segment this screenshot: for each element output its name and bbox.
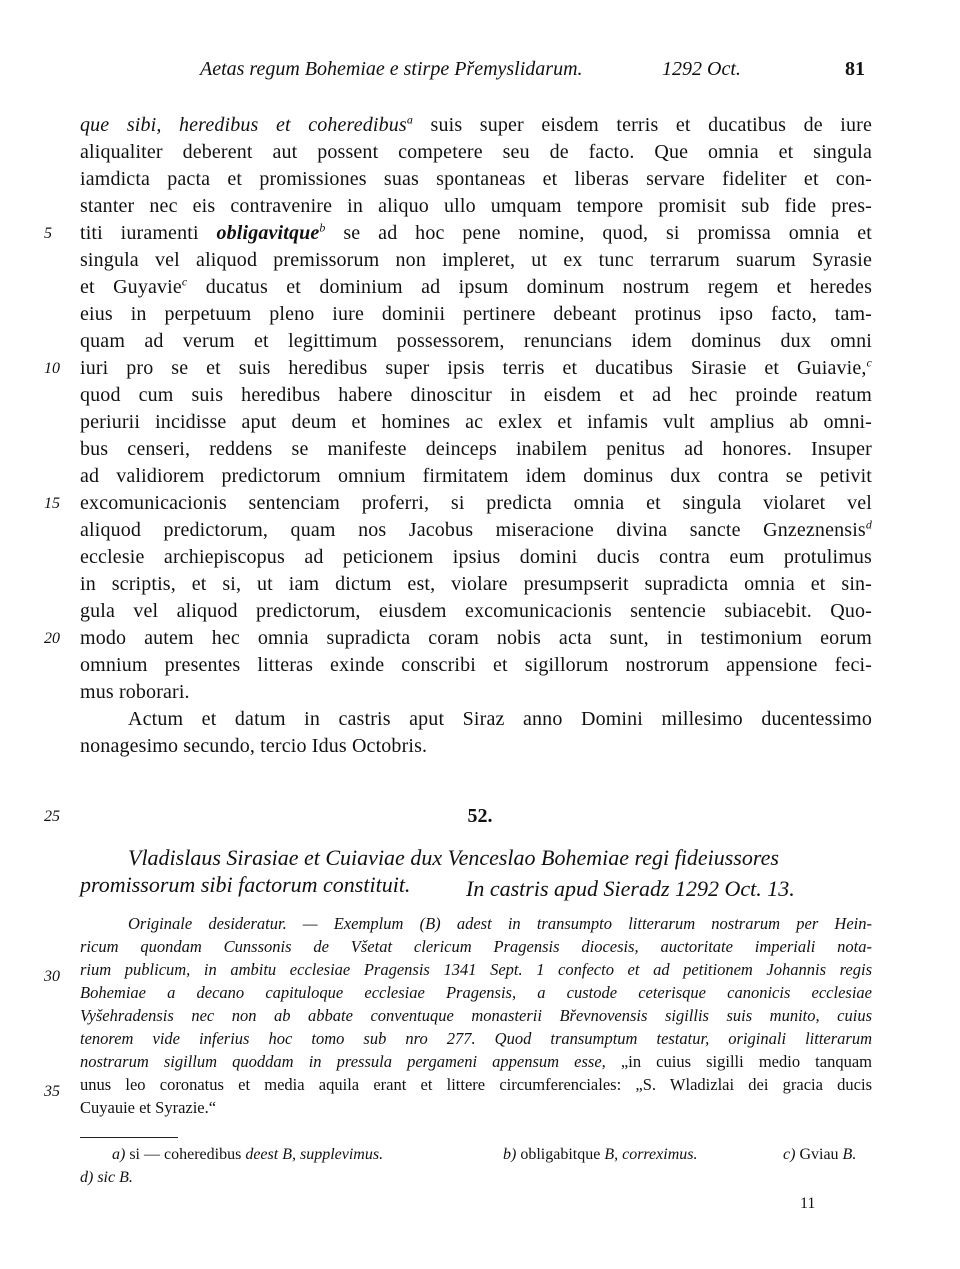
regest-line-2: promissorum sibi factorum constituit. <box>80 872 411 897</box>
apparatus-line-3: rium publicum, in ambitu ecclesiae Pragensis 1341 Sept. 1 confecto et ad petitionem Johannis regis <box>80 960 872 979</box>
text-line-20: modo autem hec omnia supradicta coram nobis acta sunt, in testimonium eorum <box>80 627 872 649</box>
text-line-16: aliquod predictorum, quam nos Jacobus miseracione divina sancte Gnzeznensis$^d$ <box>80 517 872 541</box>
text-line-14: ad validiorem predictorum omnium firmitatem idem dominus dux contra se petivit <box>80 465 872 487</box>
signature-mark: 11 <box>800 1195 816 1212</box>
apparatus-line-4: Bohemiae a decano capituloque ecclesiae Pragensis, a custode ceterisque canonicis ecclesiae <box>80 983 872 1002</box>
text-line-2: aliqualiter deberent aut possent competere seu de facto. Que omnia et singula <box>80 141 872 163</box>
footnote-c: c) Gviau B. <box>783 1146 857 1163</box>
text-line-15: excomunicacionis sentenciam proferri, si predicta omnia et singula violaret vel <box>80 492 872 514</box>
page-number: 81 <box>845 58 865 80</box>
line-number: 25 <box>44 808 60 825</box>
footnote-rule <box>80 1137 178 1138</box>
apparatus-line-8: unus leo coronatus et media aquila erant et littere circumferenciales: „S. Wladizlai dei gracia ducis <box>80 1075 872 1094</box>
running-head-date: 1292 Oct. <box>662 58 741 80</box>
text-line-9: quam ad verum et legittimum possessorem, renuncians idem dominus dux omni <box>80 330 872 352</box>
running-head-title: Aetas regum Bohemiae e stirpe Přemyslidarum. <box>200 58 583 80</box>
line-number: 30 <box>44 968 60 985</box>
text-line-18: in scriptis, et si, ut iam dictum est, violare presumpserit supradicta omnia et sin- <box>80 573 872 595</box>
text-line-17: ecclesie archiepiscopus ad peticionem ipsius domini ducis contra eum protulimus <box>80 546 872 568</box>
text-line-3: iamdicta pacta et promissiones suas spontaneas et liberas servare fideliter et con- <box>80 168 872 190</box>
text-line-10: iuri pro se et suis heredibus super ipsis terris et ducatibus Sirasie et Guiavie,$^c$ <box>80 355 872 379</box>
apparatus-line-2: ricum quondam Cunssonis de Všetat clericum Pragensis diocesis, auctoritate imperiali nota- <box>80 937 872 956</box>
footnote-d: d) sic B. <box>80 1169 133 1186</box>
apparatus-line-1: Originale desideratur. — Exemplum (B) adest in transumpto litterarum nostrarum per Hein- <box>128 914 872 933</box>
line-number: 20 <box>44 630 60 647</box>
text-line-24: nonagesimo secundo, tercio Idus Octobris. <box>80 735 428 757</box>
text-line-12: periurii incidisse aput deum et homines ac exlex et infamis vult amplius ab omni- <box>80 411 872 433</box>
line-number: 35 <box>44 1083 60 1100</box>
text-line-4: stanter nec eis contravenire in aliquo ullo umquam tempore promisit sub fide pres- <box>80 195 872 217</box>
regest-place-date: In castris apud Sieradz 1292 Oct. 13. <box>466 876 795 901</box>
text-line-5: titi iuramenti obligavitque$^b$ se ad hoc pene nomine, quod, si promissa omnia et <box>80 220 872 244</box>
regest-line-1: Vladislaus Sirasiae et Cuiaviae dux Venceslao Bohemiae regi fideiussores <box>128 845 779 870</box>
line-number: 5 <box>44 225 52 242</box>
text-line-8: eius in perpetuum pleno iure dominii pertinere debeant protinus ipso facto, tam- <box>80 303 872 325</box>
line-number: 10 <box>44 360 60 377</box>
footnote-a: a) si — coheredibus deest B, supplevimus. <box>112 1146 384 1163</box>
text-line-22: mus roborari. <box>80 681 190 703</box>
text-line-7: et Guyavie$^c$ ducatus et dominium ad ipsum dominum nostrum regem et heredes <box>80 274 872 298</box>
apparatus-line-6: tenorem vide inferius hoc tomo sub nro 277. Quod transumptum testatur, originali litterarum <box>80 1029 872 1048</box>
text-line-21: omnium presentes litteras exinde conscribi et sigillorum nostrorum appensione feci- <box>80 654 872 676</box>
text-line-13: bus censeri, reddens se manifeste deinceps inabilem penitus ad honores. Insuper <box>80 438 872 460</box>
apparatus-line-7: nostrarum sigillum quoddam in pressula pergameni appensum esse, „in cuius sigilli medio tanquam <box>80 1052 873 1071</box>
document-number: 52. <box>467 805 493 827</box>
footnote-b: b) obligabitque B, correximus. <box>503 1146 698 1163</box>
text-line-6: singula vel aliquod premissorum non impleret, ut ex tunc terrarum suarum Syrasie <box>80 249 872 271</box>
text-line-11: quod cum suis heredibus habere dinoscitur in eisdem et ad hec proinde reatum <box>80 384 872 406</box>
text-line-1: que sibi, heredibus et coheredibus$^a$ suis super eisdem terris et ducatibus de iure <box>80 112 872 136</box>
apparatus-line-5: Vyšehradensis nec non ab abbate conventuque monasterii Břevnovensis sigillis suis munito, cuius <box>80 1006 872 1025</box>
text-line-23: Actum et datum in castris aput Siraz anno Domini millesimo ducentessimo <box>128 708 872 730</box>
text-line-19: gula vel aliquod predictorum, eiusdem excomunicacionis sentencie subiacebit. Quo- <box>80 600 872 622</box>
line-number: 15 <box>44 495 60 512</box>
apparatus-line-9: Cuyauie et Syrazie.“ <box>80 1098 217 1117</box>
